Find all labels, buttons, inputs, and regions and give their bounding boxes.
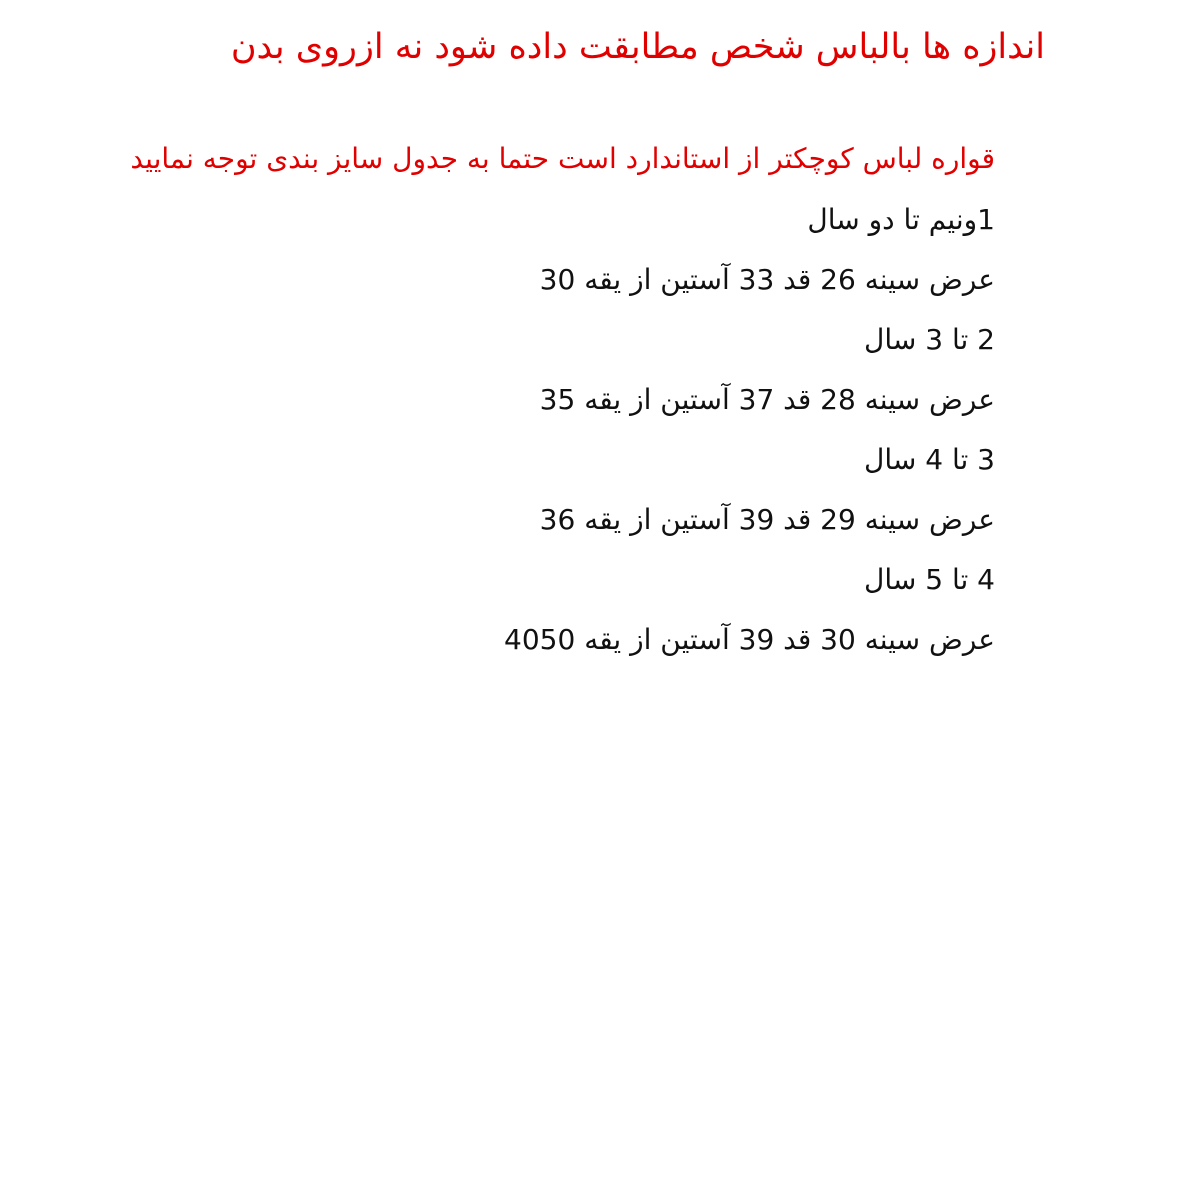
size-age-range: 4 تا 5 سال: [863, 563, 995, 596]
size-age-range: 3 تا 4 سال: [863, 443, 995, 476]
size-measurements: عرض سینه 30 قد 39 آستین از یقه 4050: [504, 623, 995, 656]
size-age-range: 2 تا 3 سال: [863, 323, 995, 356]
sizing-headline: اندازه ها بالباس شخص مطابقت داده شود نه ازروی بدن: [230, 27, 1045, 67]
size-measurements: عرض سینه 29 قد 39 آستین از یقه 36: [539, 503, 995, 536]
size-chart-list: [295, 194, 995, 674]
size-measurements: عرض سینه 28 قد 37 آستین از یقه 35: [539, 383, 995, 416]
size-measurements: عرض سینه 26 قد 33 آستین از یقه 30: [539, 263, 995, 296]
fit-note: قواره لباس کوچکتر از استاندارد است حتما به جدول سایز بندی توجه نمایید: [130, 142, 995, 175]
size-age-range: 1ونیم تا دو سال: [807, 203, 995, 236]
